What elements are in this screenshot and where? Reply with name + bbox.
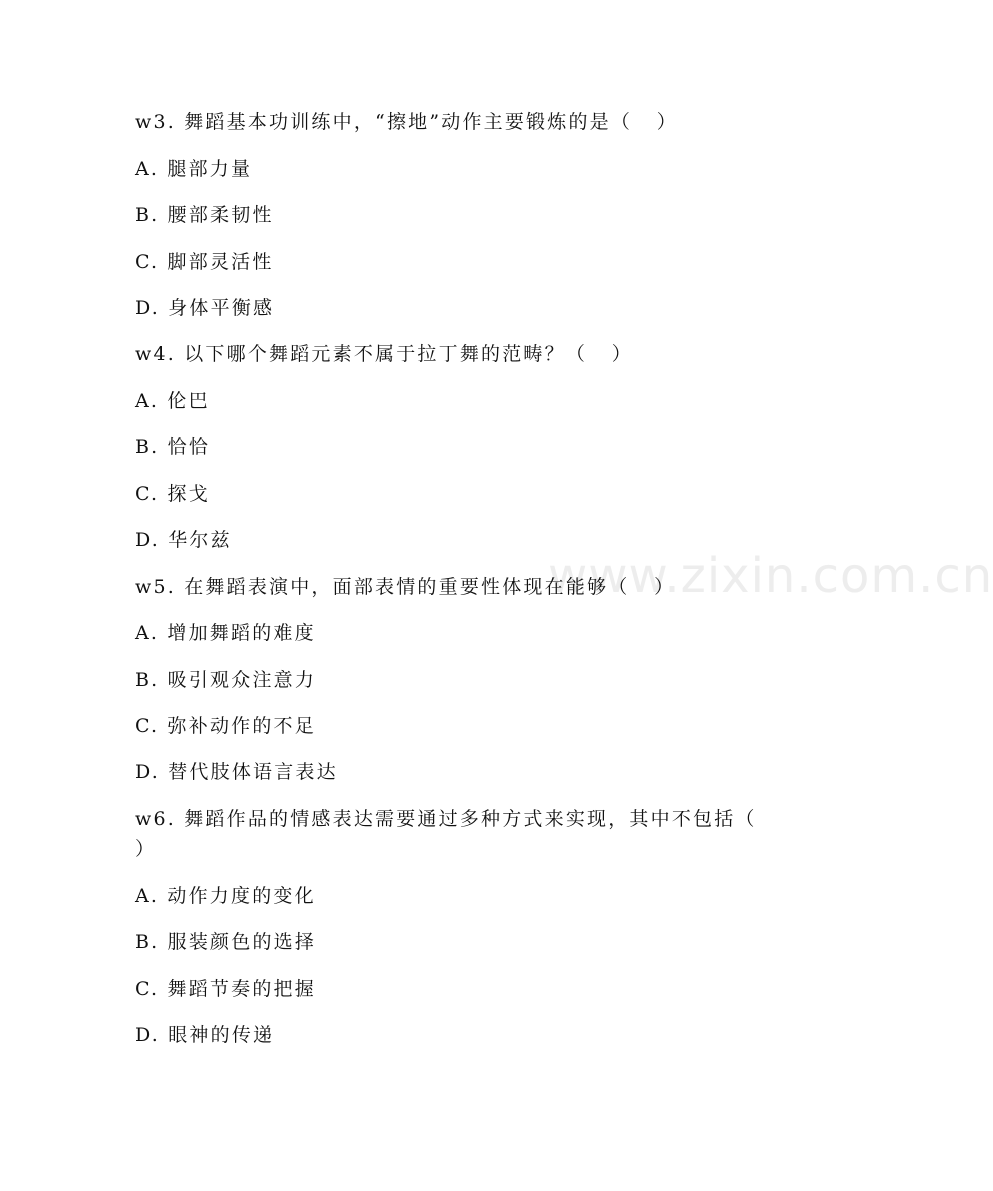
- question-stem-line-1: w6. 舞蹈作品的情感表达需要通过多种方式来实现，其中不包括（: [135, 808, 757, 830]
- question-stem: w4. 以下哪个舞蹈元素不属于拉丁舞的范畴？（ ）: [135, 343, 633, 365]
- question-stem-line-2: ）: [135, 838, 157, 860]
- option-b: B. 吸引观众注意力: [135, 669, 317, 691]
- option-a: A. 腿部力量: [135, 158, 253, 180]
- option-d: D. 眼神的传递: [135, 1024, 275, 1046]
- option-b: B. 服装颜色的选择: [135, 931, 317, 953]
- option-c: C. 弥补动作的不足: [135, 715, 316, 737]
- option-c: C. 探戈: [135, 483, 210, 505]
- option-a: A. 动作力度的变化: [135, 885, 316, 907]
- option-a: A. 伦巴: [135, 390, 210, 412]
- question-stem: w3. 舞蹈基本功训练中，“擦地”动作主要锻炼的是（ ）: [135, 111, 678, 133]
- option-d: D. 身体平衡感: [135, 297, 275, 319]
- option-b: B. 恰恰: [135, 436, 211, 458]
- option-b: B. 腰部柔韧性: [135, 204, 274, 226]
- question-stem: w5. 在舞蹈表演中，面部表情的重要性体现在能够（ ）: [135, 576, 676, 598]
- watermark: www.zixin.com.cn: [548, 548, 993, 604]
- option-a: A. 增加舞蹈的难度: [135, 622, 316, 644]
- option-d: D. 替代肢体语言表达: [135, 761, 338, 783]
- option-d: D. 华尔兹: [135, 529, 232, 551]
- option-c: C. 舞蹈节奏的把握: [135, 978, 316, 1000]
- option-c: C. 脚部灵活性: [135, 251, 274, 273]
